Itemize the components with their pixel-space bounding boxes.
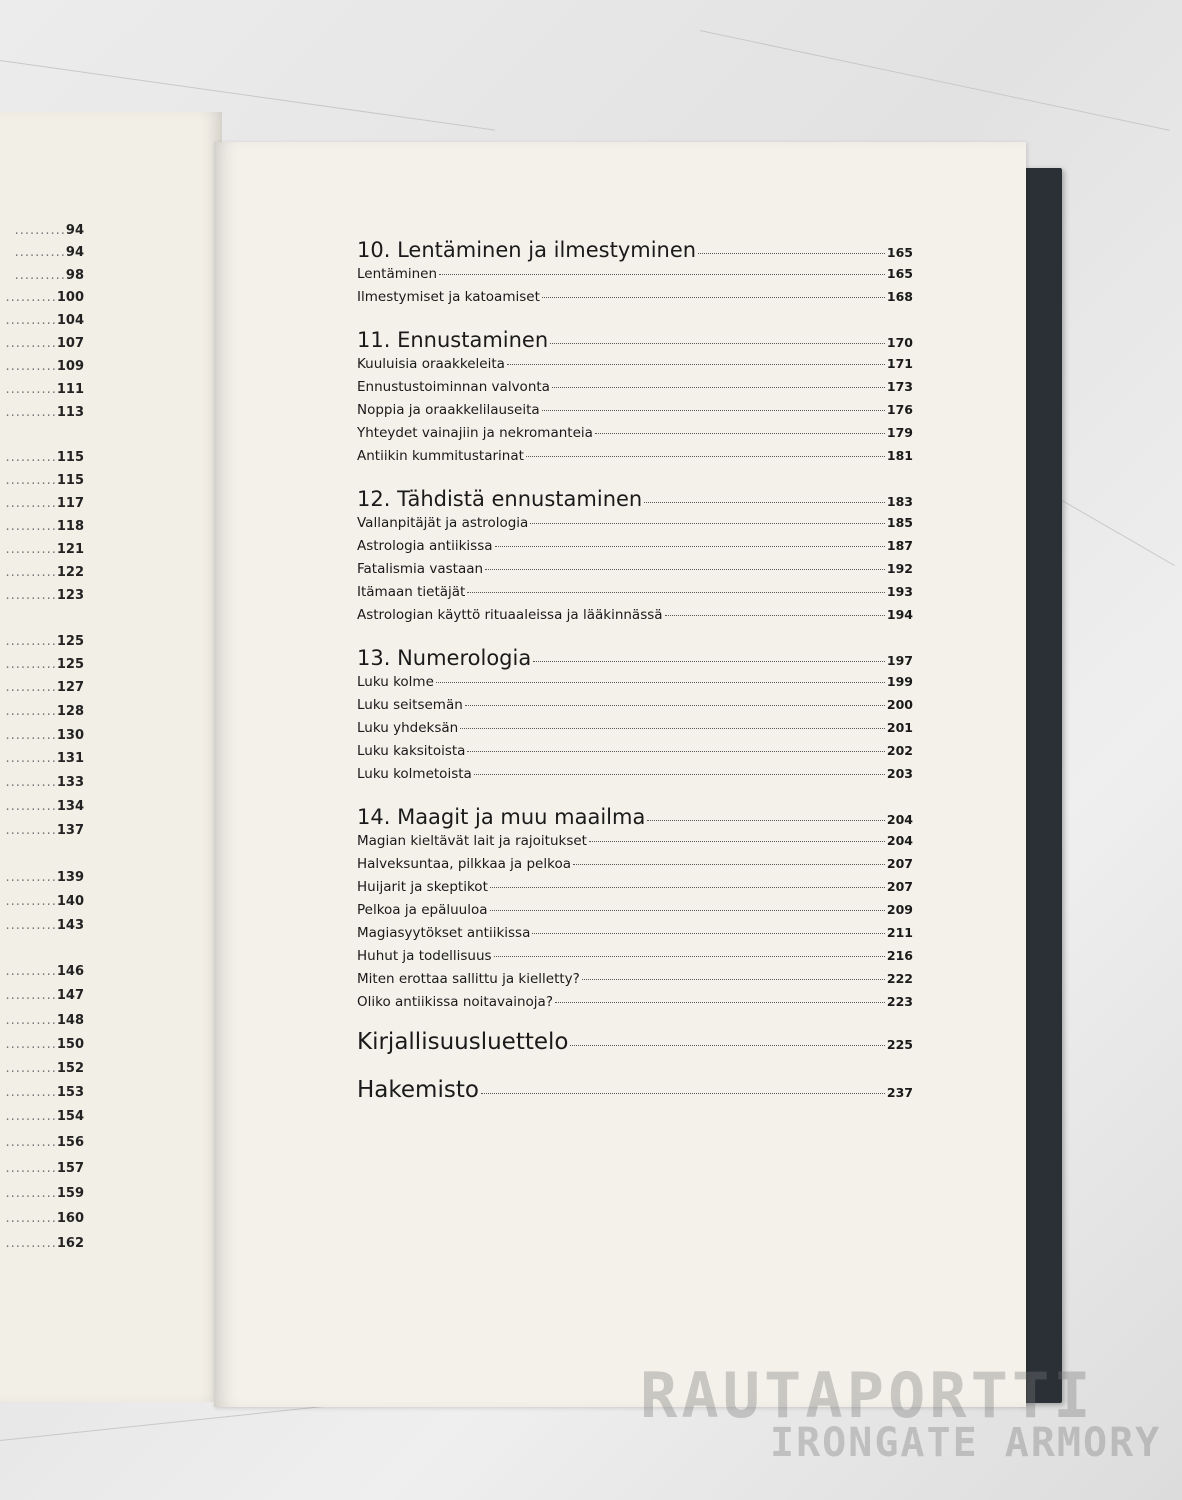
page-number: 199 [886,674,913,689]
dot-leader: .......... [5,680,57,695]
entry-title: Astrologian käyttö rituaaleissa ja lääkinnässä [357,607,663,623]
left-toc-entry [6,634,84,649]
page-number: 147 [56,988,84,1003]
entry-title: 11. Ennustaminen [357,328,549,352]
entry-title: Kuuluisia oraakkeleita [357,356,505,372]
left-toc-entry [6,680,84,695]
page-number: 122 [56,565,84,580]
dot-leader: .......... [5,704,57,719]
page-number: 152 [56,1061,84,1076]
dot-leader [467,751,884,752]
left-toc-entry [6,799,84,814]
dot-leader [490,910,885,911]
dot-leader: .......... [5,313,57,328]
dot-leader [436,682,885,683]
page-number: 204 [886,833,913,848]
left-toc-entry [15,223,84,238]
dot-leader [530,523,885,524]
page-number: 168 [886,289,913,304]
dot-leader [481,1093,885,1094]
toc-entry [357,902,913,925]
entry-title: Magian kieltävät lait ja rajoitukset [357,833,587,849]
page-number: 117 [56,496,84,511]
page-number: 159 [56,1186,84,1201]
page-number: 98 [65,268,84,283]
page-number: 209 [886,902,913,917]
dot-leader [647,820,885,821]
page-number: 131 [56,751,84,766]
page-number: 128 [56,704,84,719]
dot-leader [644,502,885,503]
toc-entry [357,289,913,312]
page-number: 176 [886,402,913,417]
left-toc-entry [6,1061,84,1076]
dot-leader: .......... [5,565,57,580]
entry-title: Ilmestymiset ja katoamiset [357,289,540,305]
left-toc-entry [15,245,84,260]
left-toc-entry [6,657,84,672]
dot-leader [533,661,885,662]
toc-entry [357,994,913,1017]
dot-leader: .......... [5,1135,57,1150]
entry-title: Vallanpitäjät ja astrologia [357,515,529,531]
page-number: 225 [886,1037,913,1052]
page-number: 192 [886,561,913,576]
page-number: 148 [56,1013,84,1028]
dot-leader: .......... [5,799,57,814]
page-number: 197 [886,653,913,668]
chapter-heading [357,646,913,674]
entry-title: Luku seitsemän [357,697,463,713]
page-number: 185 [886,515,913,530]
left-toc-entry [6,382,84,397]
dot-leader: .......... [5,918,57,933]
left-toc-entry [6,1109,84,1124]
watermark-logo [640,1359,1162,1466]
toc-entry [357,948,913,971]
toc-entry [357,879,913,902]
left-toc-entry [6,336,84,351]
page-number: 237 [886,1085,913,1100]
page-number: 130 [56,728,84,743]
left-toc-entry [6,870,84,885]
chapter-heading [357,805,913,833]
left-toc-entry [6,704,84,719]
toc-entry [357,356,913,379]
left-toc-entry [6,1186,84,1201]
table-of-contents [357,238,913,1111]
left-toc-entry [6,988,84,1003]
dot-leader: .......... [5,751,57,766]
entry-title: Itämaan tietäjät [357,584,466,600]
page-number: 160 [56,1211,84,1226]
dot-leader: .......... [5,519,57,534]
entry-title: Lentäminen [357,266,438,282]
dot-leader [589,841,885,842]
toc-entry [357,448,913,471]
dot-leader: .......... [5,964,57,979]
dot-leader: .......... [5,496,57,511]
dot-leader [494,956,885,957]
toc-entry [357,538,913,561]
marble-vein [700,30,1170,131]
dot-leader: .......... [5,405,57,420]
entry-title: Luku kaksitoista [357,743,466,759]
left-toc-entry [6,405,84,420]
entry-title: 13. Numerologia [357,646,532,670]
entry-title: Luku yhdeksän [357,720,459,736]
watermark-line1: RAUTAPORTTI [640,1359,1095,1432]
book-cover-edge [1020,168,1062,1403]
dot-leader [474,774,885,775]
left-toc-entry [6,565,84,580]
dot-leader [460,728,885,729]
toc-entry [357,402,913,425]
page-number: 104 [56,313,84,328]
dot-leader: .......... [5,290,57,305]
page-number: 150 [56,1037,84,1052]
chapter-heading [357,487,913,515]
page-number: 187 [886,538,913,553]
left-toc-entry [6,1085,84,1100]
page-number: 156 [56,1135,84,1150]
dot-leader [465,705,885,706]
page-number: 162 [56,1236,84,1251]
dot-leader: .......... [5,336,57,351]
toc-entry [357,720,913,743]
left-toc-entry [6,1135,84,1150]
page-number: 125 [56,657,84,672]
dot-leader [507,364,885,365]
page-number: 146 [56,964,84,979]
entry-title: Magiasyytökset antiikissa [357,925,531,941]
chapter-heading [357,328,913,356]
entry-title: Ennustustoiminnan valvonta [357,379,550,395]
toc-entry [357,584,913,607]
entry-title: Noppia ja oraakkelilauseita [357,402,540,418]
dot-leader [490,887,885,888]
dot-leader [582,979,885,980]
page-number: 165 [886,245,913,260]
page-number: 211 [886,925,913,940]
dot-leader: .......... [5,775,57,790]
back-matter-heading [357,1077,913,1111]
dot-leader [485,569,885,570]
entry-title: Fatalismia vastaan [357,561,484,577]
dot-leader: .......... [14,223,66,238]
toc-entry [357,425,913,448]
toc-entry [357,379,913,402]
dot-leader: .......... [5,450,57,465]
dot-leader [532,933,885,934]
dot-leader [698,253,885,254]
entry-title: 12. Tähdistä ennustaminen [357,487,643,511]
page-number: 193 [886,584,913,599]
dot-leader [573,864,885,865]
page-number: 171 [886,356,913,371]
left-toc-entry [6,542,84,557]
entry-title: Antiikin kummitustarinat [357,448,524,464]
page-number: 181 [886,448,913,463]
page-number: 154 [56,1109,84,1124]
page-number: 170 [886,335,913,350]
toc-entry [357,515,913,538]
toc-entry [357,925,913,948]
left-toc-entry [6,1161,84,1176]
left-toc-entry [6,775,84,790]
entry-title: Astrologia antiikissa [357,538,493,554]
page-number: 143 [56,918,84,933]
left-toc-entry [6,359,84,374]
page-number: 223 [886,994,913,1009]
left-toc-entry [15,268,84,283]
left-toc-entry [6,450,84,465]
page-number: 100 [56,290,84,305]
left-toc-entry [6,588,84,603]
dot-leader: .......... [5,634,57,649]
entry-title: 10. Lentäminen ja ilmestyminen [357,238,697,262]
dot-leader [495,546,885,547]
page-number: 203 [886,766,913,781]
page-number: 204 [886,812,913,827]
toc-entry [357,743,913,766]
page-number: 202 [886,743,913,758]
left-toc-entry [6,751,84,766]
entry-title: Huhut ja todellisuus [357,948,492,964]
toc-entry [357,971,913,994]
back-matter-heading [357,1029,913,1063]
dot-leader [542,410,885,411]
dot-leader: .......... [5,542,57,557]
dot-leader [665,615,885,616]
left-toc-entry [6,1013,84,1028]
entry-title: Luku kolmetoista [357,766,472,782]
entry-title: Huijarit ja skeptikot [357,879,488,895]
entry-title: Luku kolme [357,674,434,690]
dot-leader: .......... [5,588,57,603]
left-toc-entry [6,964,84,979]
page-number: 157 [56,1161,84,1176]
dot-leader [550,343,885,344]
page-number: 201 [886,720,913,735]
page-number: 127 [56,680,84,695]
watermark-line2: IRONGATE ARMORY [770,1420,1162,1466]
page-number: 200 [886,697,913,712]
dot-leader [467,592,885,593]
page-number: 139 [56,870,84,885]
page-number: 207 [886,879,913,894]
page-number: 133 [56,775,84,790]
left-toc-entry [6,1037,84,1052]
page-number: 165 [886,266,913,281]
left-page [0,112,222,1402]
page-number: 109 [56,359,84,374]
dot-leader: .......... [5,1236,57,1251]
left-toc-entry [6,1236,84,1251]
toc-entry [357,833,913,856]
toc-entry [357,697,913,720]
left-toc-entry [6,823,84,838]
entry-title: Miten erottaa sallittu ja kielletty? [357,971,580,987]
page-number: 121 [56,542,84,557]
left-toc-entry [6,496,84,511]
dot-leader [526,456,885,457]
dot-leader: .......... [5,359,57,374]
page-number: 222 [886,971,913,986]
page-number: 140 [56,894,84,909]
entry-title: Pelkoa ja epäluuloa [357,902,488,918]
dot-leader: .......... [5,870,57,885]
toc-entry [357,561,913,584]
dot-leader: .......... [5,1037,57,1052]
page-number: 134 [56,799,84,814]
dot-leader [595,433,885,434]
page-number: 123 [56,588,84,603]
page-number: 153 [56,1085,84,1100]
entry-title: Yhteydet vainajiin ja nekromanteia [357,425,593,441]
page-number: 194 [886,607,913,622]
page-number: 183 [886,494,913,509]
page-number: 179 [886,425,913,440]
dot-leader: .......... [5,1161,57,1176]
toc-entry [357,766,913,789]
page-number: 113 [56,405,84,420]
dot-leader: .......... [5,1186,57,1201]
entry-title: Kirjallisuusluettelo [357,1029,569,1055]
dot-leader [552,387,885,388]
entry-title: Hakemisto [357,1077,479,1103]
dot-leader: .......... [14,268,66,283]
dot-leader: .......... [5,1013,57,1028]
chapter-heading [357,238,913,266]
dot-leader [542,297,885,298]
page-number: 125 [56,634,84,649]
left-toc-entry [6,1211,84,1226]
dot-leader: .......... [5,473,57,488]
dot-leader: .......... [5,894,57,909]
page-number: 137 [56,823,84,838]
page-number: 216 [886,948,913,963]
left-toc-entry [6,918,84,933]
dot-leader: .......... [5,1061,57,1076]
page-number: 94 [65,223,84,238]
entry-title: 14. Maagit ja muu maailma [357,805,646,829]
page-number: 115 [56,450,84,465]
left-toc-entry [6,519,84,534]
dot-leader: .......... [5,657,57,672]
page-number: 173 [886,379,913,394]
dot-leader: .......... [5,1085,57,1100]
dot-leader: .......... [5,1211,57,1226]
dot-leader [570,1045,884,1046]
entry-title: Oliko antiikissa noitavainoja? [357,994,553,1010]
dot-leader: .......... [5,823,57,838]
dot-leader: .......... [5,1109,57,1124]
page-number: 207 [886,856,913,871]
left-toc-entry [6,473,84,488]
left-toc-entry [6,313,84,328]
entry-title: Halveksuntaa, pilkkaa ja pelkoa [357,856,571,872]
page-number: 115 [56,473,84,488]
toc-entry [357,607,913,630]
dot-leader: .......... [5,382,57,397]
dot-leader: .......... [5,728,57,743]
toc-entry [357,856,913,879]
toc-entry [357,674,913,697]
left-toc-entry [6,728,84,743]
dot-leader [555,1002,885,1003]
dot-leader: .......... [5,988,57,1003]
left-toc-entry [6,290,84,305]
toc-entry [357,266,913,289]
page-number: 118 [56,519,84,534]
dot-leader: .......... [14,245,66,260]
page-number: 111 [56,382,84,397]
page-number: 94 [65,245,84,260]
dot-leader [439,274,885,275]
page-number: 107 [56,336,84,351]
left-toc-entry [6,894,84,909]
marble-vein [1062,500,1175,566]
